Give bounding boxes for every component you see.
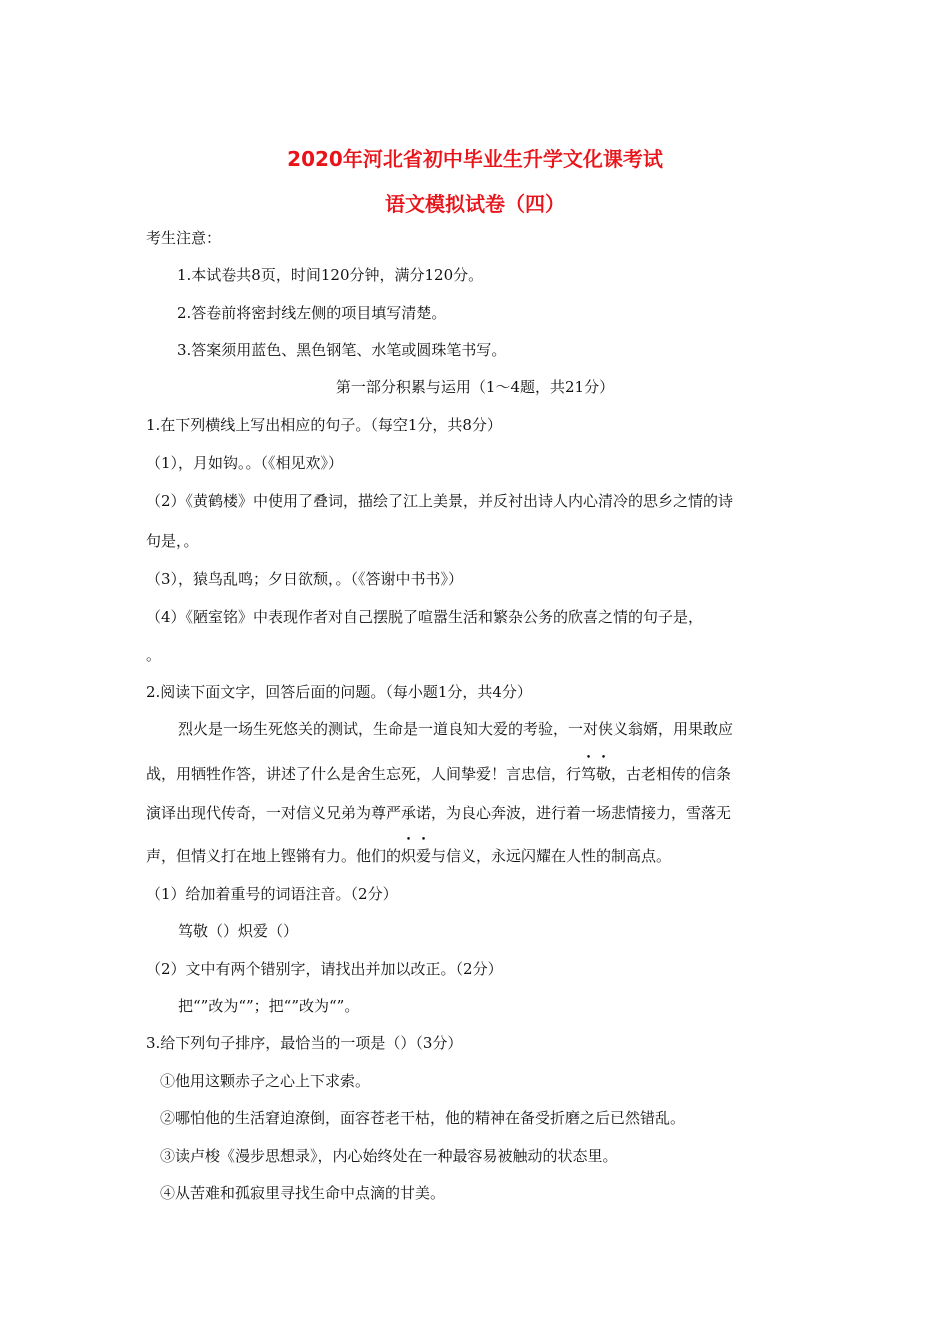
q1-sub3: （3），猿鸟乱鸣；夕日欲颓，。（《答谢中书书》） — [146, 570, 464, 588]
q2-stem: 2.阅读下面文字，回答后面的问题。（每小题1分，共4分） — [146, 683, 532, 701]
exam-subtitle: 语文模拟试卷（四） — [385, 192, 565, 216]
q1-sub2-line1: （2）《黄鹤楼》中使用了叠词，描绘了江上美景，并反衬出诗人内心清冷的思乡之情的诗 — [146, 492, 734, 510]
q2-passage-line3: 演译出现代传奇，一对信义兄弟为尊严承诺，为良心奔波，进行着一场悲情接力，雪落无 — [146, 804, 732, 822]
emphasis-char: 炽 — [401, 847, 417, 865]
q2-sub1-answer: 笃敬（）炽爱（） — [178, 922, 299, 940]
emphasis-char: 笃 — [581, 765, 597, 783]
notice-item-1: 1.本试卷共8页，时间120分钟，满分120分。 — [177, 266, 484, 284]
notice-item-3: 3.答案须用蓝色、黑色钢笔、水笔或圆珠笔书写。 — [177, 341, 507, 359]
q2-passage-line2: 战，用牺牲作答，讲述了什么是舍生忘死，人间挚爱！言忠信，行笃敬，古老相传的信条 — [146, 765, 732, 783]
q3-option-2: ②哪怕他的生活窘迫潦倒，面容苍老干枯，他的精神在备受折磨之后已然错乱。 — [160, 1109, 686, 1127]
q2-passage-line4: 声，但情义打在地上铿锵有力。他们的炽爱与信义，永远闪耀在人性的制高点。 — [146, 847, 672, 865]
q2-passage-line1: 烈火是一场生死悠关的测试，生命是一道良知大爱的考验，一对侠义翁婿，用果敢应 — [178, 720, 734, 738]
q3-stem: 3.给下列句子排序，最恰当的一项是（）（3分） — [146, 1034, 463, 1052]
q1-sub1: （1），月如钩。。（《相见欢》） — [146, 454, 344, 472]
emphasis-char: 爱 — [416, 847, 432, 865]
q3-option-3: ③读卢梭《漫步思想录》，内心始终处在一种最容易被触动的状态里。 — [160, 1147, 618, 1165]
part1-title: 第一部分积累与运用（1～4题，共21分） — [335, 378, 615, 396]
q1-stem: 1.在下列横线上写出相应的句子。（每空1分，共8分） — [146, 416, 502, 434]
notice-item-2: 2.答卷前将密封线左侧的项目填写清楚。 — [177, 304, 447, 322]
q3-option-4: ④从苦难和孤寂里寻找生命中点滴的甘美。 — [160, 1184, 446, 1202]
q1-sub2-line2: 句是，。 — [146, 532, 199, 550]
q3-option-1: ①他用这颗赤子之心上下求索。 — [160, 1072, 371, 1090]
q2-sub2: （2）文中有两个错别字，请找出并加以改正。（2分） — [146, 960, 503, 978]
notice-heading: 考生注意： — [146, 229, 222, 247]
q1-sub4-line2: 。 — [146, 646, 162, 664]
exam-title: 2020年河北省初中毕业生升学文化课考试 — [287, 147, 663, 171]
q2-sub2-answer: 把“”改为“”；把“”改为“”。 — [178, 997, 360, 1015]
q1-sub4-line1: （4）《陋室铭》中表现作者对自己摆脱了喧嚣生活和繁杂公务的欣喜之情的句子是， — [146, 608, 704, 626]
q2-sub1: （1）给加着重号的词语注音。（2分） — [146, 885, 398, 903]
emphasis-char: 敬 — [596, 765, 612, 783]
